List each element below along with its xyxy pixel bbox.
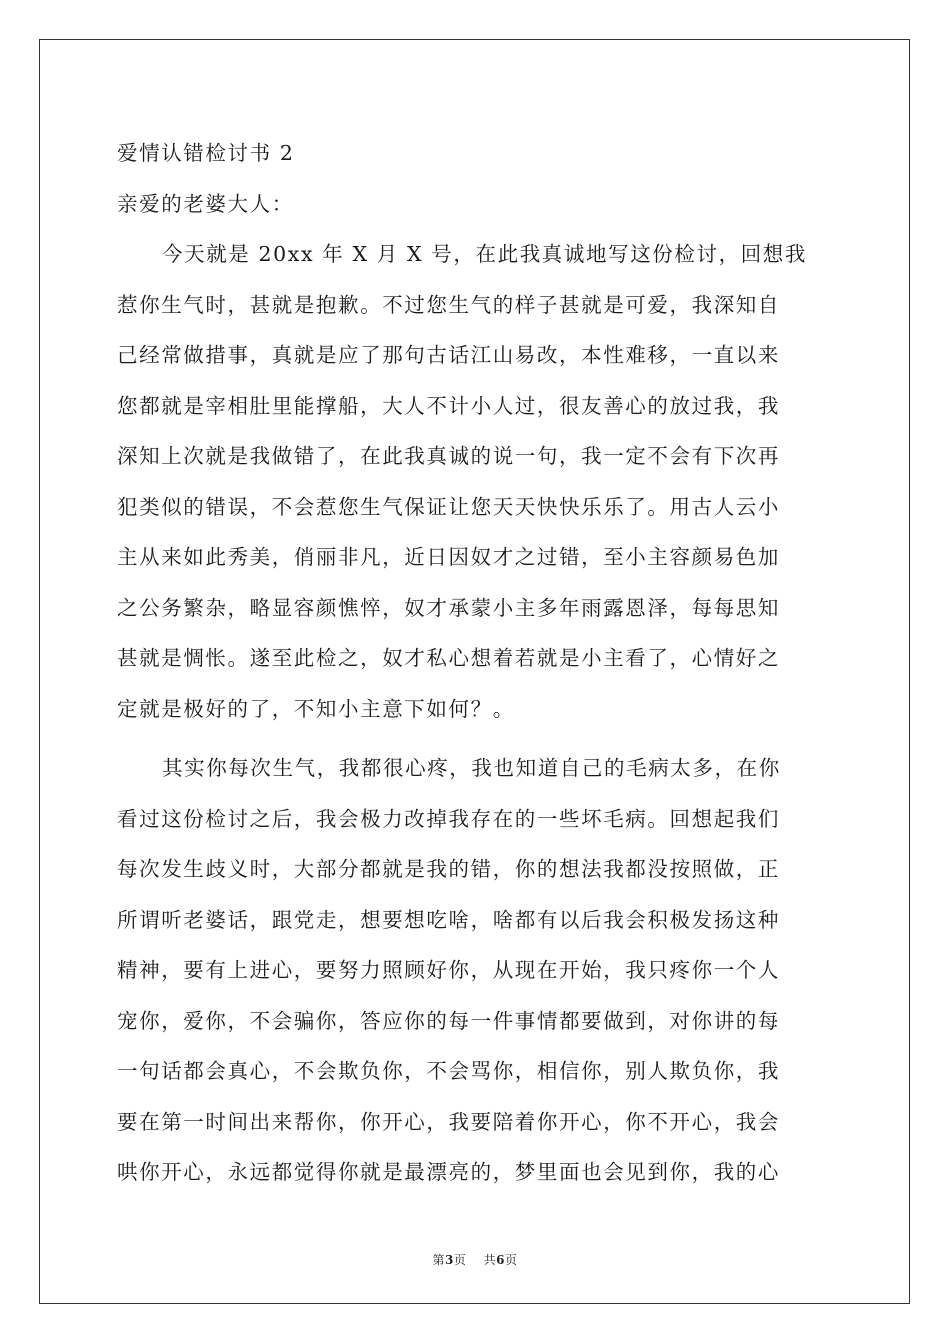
salutation: 亲爱的老婆大人： xyxy=(117,191,294,216)
paragraph-line: 精神，要有上进心，要努力照顾好你，从现在开始，我只疼你一个人 xyxy=(117,958,780,982)
paragraph-line: 其实你每次生气，我都很心疼，我也知道自己的毛病太多，在你 xyxy=(162,756,781,780)
paragraph-spacer xyxy=(117,734,835,743)
document-title: 爱情认错检讨书 2 xyxy=(117,141,295,165)
paragraph-line: 深知上次就是我做错了，在此我真诚的说一句，我一定不会有下次再 xyxy=(117,444,780,468)
paragraph-line: 每次发生歧义时，大部分都就是我的错，你的想法我都没按照做，正 xyxy=(117,857,780,881)
paragraph-line: 甚就是惆怅。遂至此检之，奴才私心想着若就是小主看了，心情好之 xyxy=(117,646,780,670)
paragraph-line: 之公务繁杂，略显容颜憔悴，奴才承蒙小主多年雨露恩泽，每每思知 xyxy=(117,595,780,620)
page-suffix: 页 xyxy=(453,1253,467,1267)
paragraph-line: 所谓听老婆话，跟党走，想要想吃啥，啥都有以后我会积极发扬这种 xyxy=(117,907,780,932)
paragraph-line: 看过这份检讨之后，我会极力改掉我存在的一些坏毛病。回想起我们 xyxy=(117,806,780,831)
page-total: 6 xyxy=(496,1253,505,1267)
paragraph-line: 要在第一时间出来帮你，你开心，我要陪着你开心，你不开心，我会 xyxy=(117,1109,780,1134)
total-prefix: 共 xyxy=(483,1253,497,1267)
paragraph-line: 定就是极好的了，不知小主意下如何？。 xyxy=(117,696,515,721)
page-current: 3 xyxy=(444,1253,454,1267)
paragraph-line: 犯类似的错误，不会惹您生气保证让您天天快快乐乐了。用古人云小 xyxy=(117,494,780,519)
total-suffix: 页 xyxy=(505,1253,518,1267)
paragraph-2 xyxy=(117,743,835,1198)
paragraph-line: 今天就是 20xx 年 X 月 X 号，在此我真诚地写这份检讨，回想我 xyxy=(162,242,807,266)
paragraph-line: 宠你，爱你，不会骗你，答应你的每一件事情都要做到，对你讲的每 xyxy=(117,1008,780,1033)
paragraph-1 xyxy=(117,229,835,734)
paragraph-line: 惹你生气时，甚就是抱歉。不过您生气的样子甚就是可爱，我深知自 xyxy=(117,292,780,317)
paragraph-line: 己经常做措事，真就是应了那句古话江山易改，本性难移，一直以来 xyxy=(117,343,780,367)
paragraph-line: 您都就是宰相肚里能撑船，大人不计小人过，很友善心的放过我，我 xyxy=(117,393,780,418)
paragraph-line: 主从来如此秀美，俏丽非凡，近日因奴才之过错，至小主容颜易色加 xyxy=(117,545,780,569)
paragraph-line: 一句话都会真心，不会欺负你，不会骂你，相信你，别人欺负你，我 xyxy=(117,1059,780,1083)
page-footer xyxy=(0,1251,950,1268)
paragraph-line: 哄你开心，永远都觉得你就是最漂亮的，梦里面也会见到你，我的心 xyxy=(117,1160,780,1184)
document-body xyxy=(117,128,835,1198)
page-prefix: 第 xyxy=(432,1253,445,1267)
